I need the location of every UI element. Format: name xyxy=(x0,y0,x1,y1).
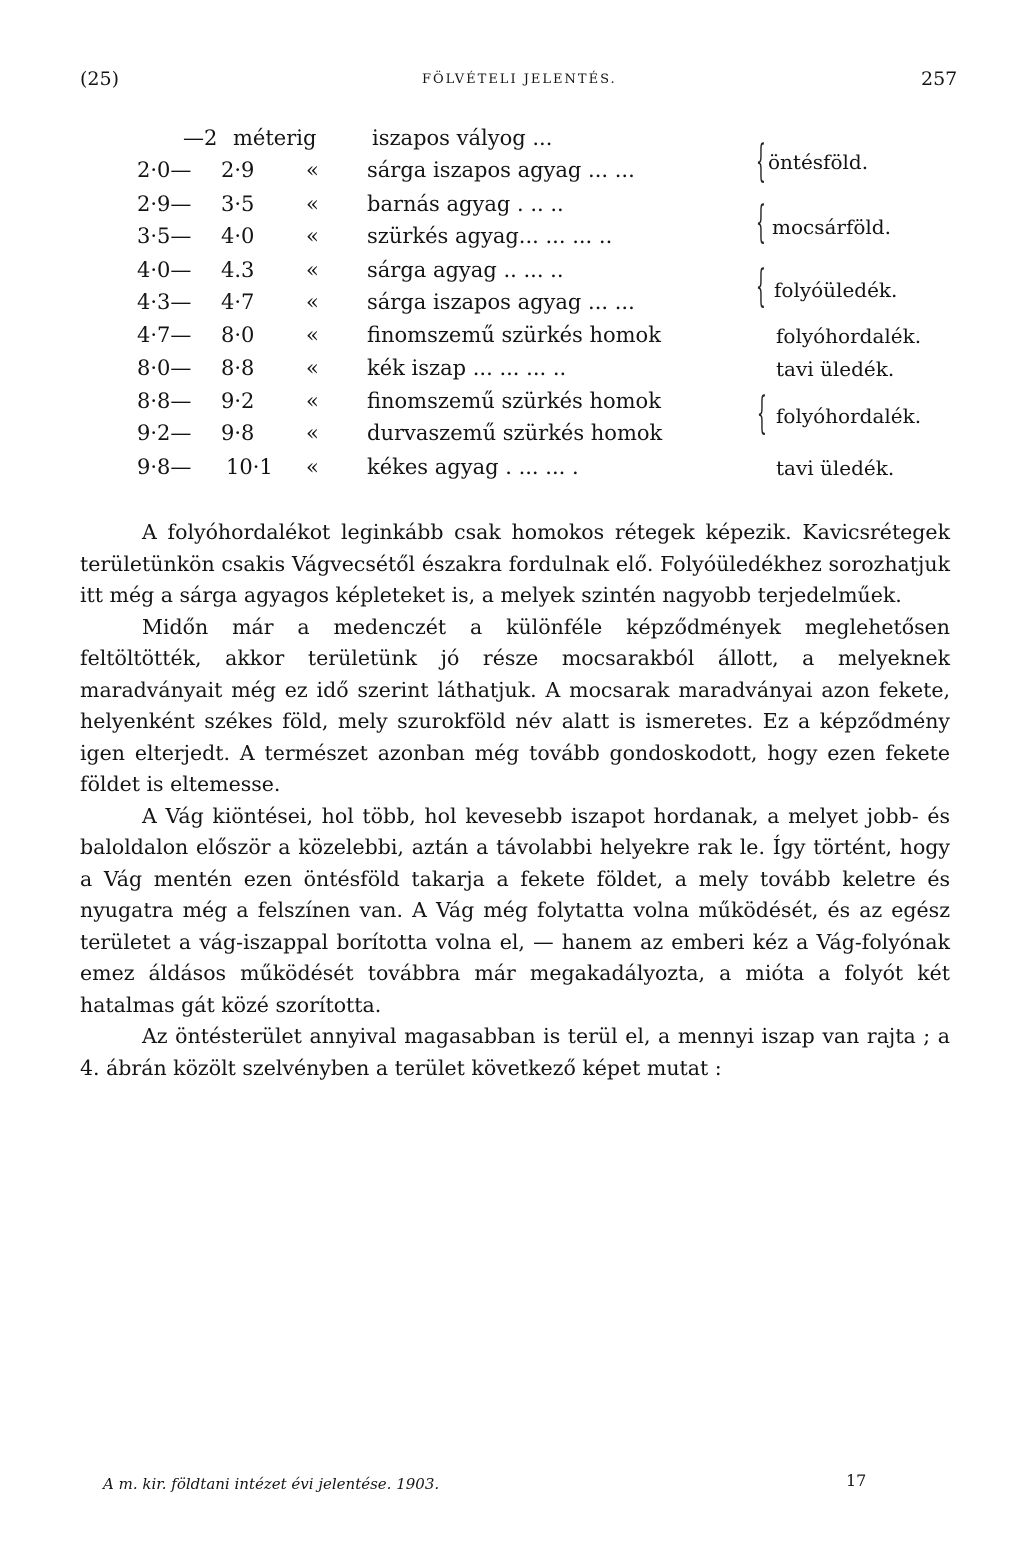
layer-from: 4·3— xyxy=(137,290,192,314)
layer-desc: iszapos vályog ... xyxy=(372,126,553,150)
layer-from: 8·8— xyxy=(137,389,192,413)
layer-desc: barnás agyag . .. .. xyxy=(367,192,564,216)
side-label: öntésföld. xyxy=(768,150,869,174)
footer-source: A m. kir. földtani intézet évi jelentése. 1903. xyxy=(103,1475,440,1493)
layer-unit: méterig xyxy=(233,126,317,150)
layer-to: 4.3 xyxy=(221,258,255,282)
layer-from: 3·5— xyxy=(137,224,192,248)
layer-desc: kék iszap ... ... ... .. xyxy=(367,356,567,380)
side-label: tavi üledék. xyxy=(776,357,895,381)
signature-number: 17 xyxy=(846,1471,867,1490)
running-title: FÖLVÉTELI JELENTÉS. xyxy=(422,72,617,87)
layer-desc: finomszemű szürkés homok xyxy=(367,389,661,413)
layer-desc: sárga iszapos agyag ... ... xyxy=(367,290,635,314)
paragraph: A Vág kiöntései, hol több, hol kevesebb iszapot hordanak, a melyet jobb- és baloldalon először a közelebbi, aztán a távolabbi helyekre rak le. Így történt, hogy a Vág mentén ezen öntésföld takarja a fekete földet, a mely tovább keletre és nyugatra még a felszínen van. A Vág még folytatta volna működését, és az egész területet a vág-iszappal borította volna el, — hanem az emberi kéz a Vág-folyónak emez áldásos működését továbbra már megakadályozta, a mióta a folyót két hatalmas gát közé szorította. xyxy=(80,803,950,1017)
layer-to: 4·7 xyxy=(221,290,255,314)
layer-to: —2 xyxy=(183,126,218,150)
paragraph: Az öntésterület annyival magasabban is terül el, a mennyi iszap van rajta ; a 4. ábrán közölt szelvényben a terület következő képet mutat : xyxy=(80,1024,950,1080)
layer-from: 2·0— xyxy=(137,158,192,182)
layer-from: 4·7— xyxy=(137,323,192,347)
brace-icon: { xyxy=(756,136,766,187)
layer-unit: « xyxy=(306,389,319,413)
layer-desc: szürkés agyag... ... ... .. xyxy=(367,224,613,248)
layer-unit: « xyxy=(306,224,319,248)
paragraph: Midőn már a medenczét a különféle képződmények meglehetősen feltöltötték, akkor területünk jó része mocsarakból állott, a melyeknek maradványait még ez idő szerint láthatjuk. A mocsarak maradványai azon fekete, helyenként székes föld, mely szurokföld név alatt is ismeretes. Ez a képződmény igen elterjedt. A természet azonban még tovább gondoskodott, hogy ezen fekete földet is eltemesse. xyxy=(80,614,950,796)
layer-unit: « xyxy=(306,290,319,314)
layer-unit: « xyxy=(306,192,319,216)
brace-icon: { xyxy=(756,197,766,248)
layer-from: 2·9— xyxy=(137,192,192,216)
layer-to: 4·0 xyxy=(221,224,255,248)
page-number: 257 xyxy=(921,68,958,90)
layer-from: 9·8— xyxy=(137,455,192,479)
side-label: folyóhordalék. xyxy=(776,324,922,348)
side-label: mocsárföld. xyxy=(772,215,891,239)
layer-desc: sárga iszapos agyag ... ... xyxy=(367,158,635,182)
side-label: tavi üledék. xyxy=(776,456,895,480)
layer-to: 8·0 xyxy=(221,323,255,347)
body-text xyxy=(80,517,950,1084)
paragraph: A folyóhordalékot leginkább csak homokos rétegek képezik. Kavicsrétegek területünkön csakis Vágvecsétől északra fordulnak elő. Folyóüledékhez sorozhatjuk itt még a sárga agyagos képleteket is, a melyek szintén nagyobb terjedelműek. xyxy=(80,520,950,607)
layer-unit: « xyxy=(306,421,319,445)
layer-unit: « xyxy=(306,356,319,380)
layer-desc: durvaszemű szürkés homok xyxy=(367,421,663,445)
side-label: folyóhordalék. xyxy=(776,404,922,428)
layer-row xyxy=(0,126,1024,156)
layer-row xyxy=(0,158,1024,188)
layer-unit: « xyxy=(306,158,319,182)
layer-to: 10·1 xyxy=(226,455,273,479)
layer-from: 9·2— xyxy=(137,421,192,445)
layer-from: 4·0— xyxy=(137,258,192,282)
layer-to: 9·2 xyxy=(221,389,255,413)
header-left: (25) xyxy=(80,68,120,90)
brace-icon: { xyxy=(757,388,767,439)
layer-unit: « xyxy=(306,455,319,479)
layer-to: 3·5 xyxy=(221,192,255,216)
layer-desc: finomszemű szürkés homok xyxy=(367,323,661,347)
layer-from: 8·0— xyxy=(137,356,192,380)
layer-to: 2·9 xyxy=(221,158,255,182)
layer-to: 8·8 xyxy=(221,356,255,380)
layer-to: 9·8 xyxy=(221,421,255,445)
layer-unit: « xyxy=(306,258,319,282)
layer-desc: sárga agyag .. ... .. xyxy=(367,258,564,282)
side-label: folyóüledék. xyxy=(774,278,898,302)
brace-icon: { xyxy=(756,261,766,312)
layer-unit: « xyxy=(306,323,319,347)
layer-desc: kékes agyag . ... ... . xyxy=(367,455,579,479)
